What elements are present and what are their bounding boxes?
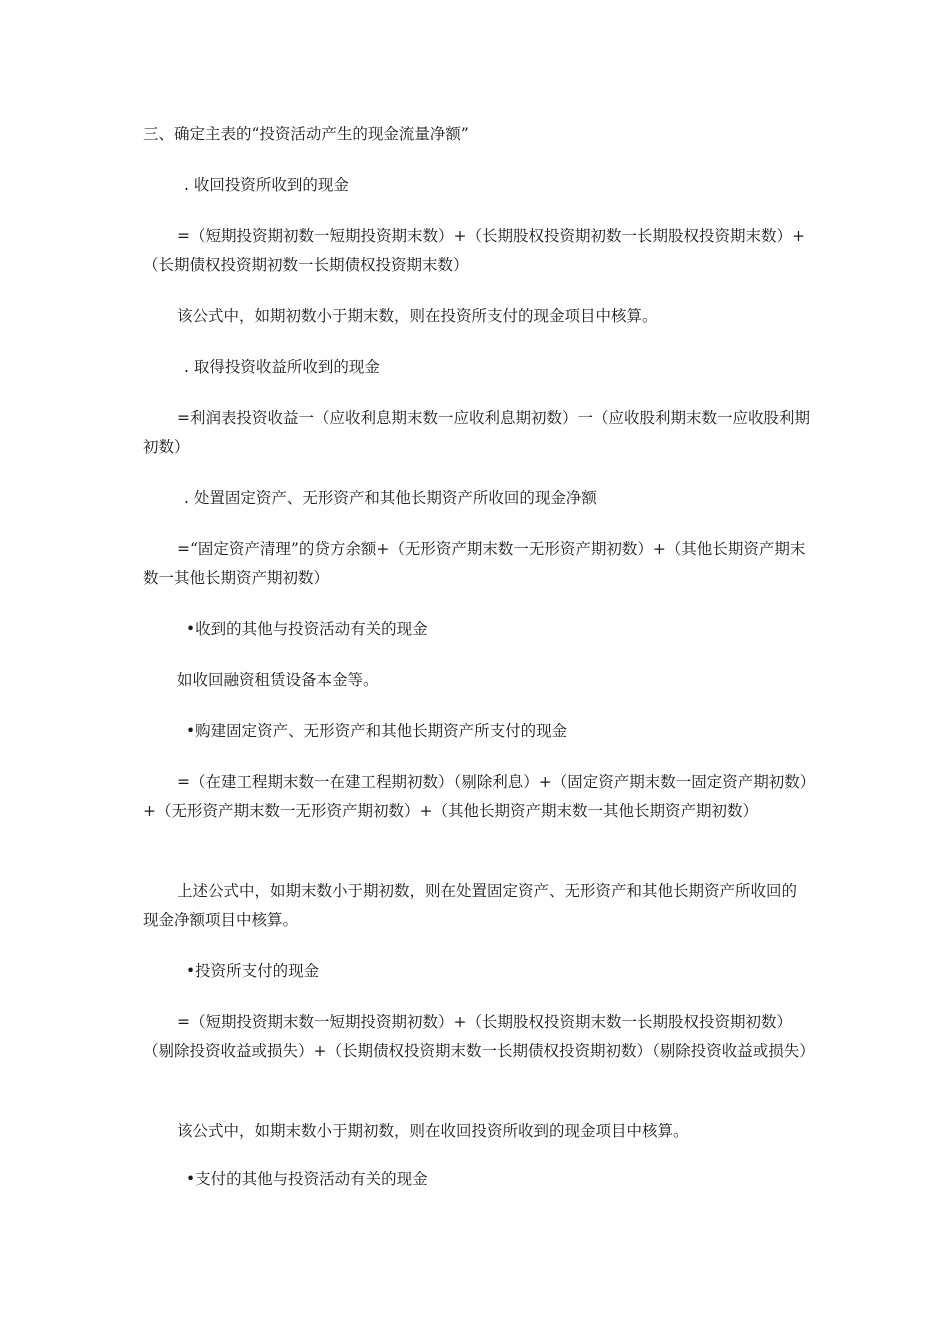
section-heading: 三、确定主表的“投资活动产生的现金流量净额” xyxy=(143,125,469,143)
subheading-recover-investment-cash: . 收回投资所收到的现金 xyxy=(184,176,349,194)
note-recover-investment-cash: 该公式中，如期初数小于期末数，则在投资所支付的现金项目中核算。 xyxy=(177,307,658,325)
formula-disposal-fixed-assets-cash: =“固定资产清理”的贷方余额+（无形资产期末数一无形资产期初数）+（其他长期资产期末数一其他长期资产期初数） xyxy=(143,540,806,587)
bullet-investment-cash-paid: •投资所支付的现金 xyxy=(186,962,320,980)
formula-purchase-fixed-assets-cash: =（在建工程期末数一在建工程期初数）（剔除利息）+（固定资产期末数一固定资产期初数）+（无形资产期末数一无形资产期初数）+（其他长期资产期末数一其他长期资产期初数） xyxy=(143,773,808,820)
formula-investment-income-cash: =利润表投资收益一（应收利息期末数一应收利息期初数）一（应收股利期末数一应收股利期初数） xyxy=(143,409,810,456)
formula-recover-investment-cash: =（短期投资期初数一短期投资期末数）+（长期股权投资期初数一长期股权投资期末数）+（长期债权投资期初数一长期债权投资期末数） xyxy=(143,227,805,274)
bullet-purchase-fixed-assets-cash: •购建固定资产、无形资产和其他长期资产所支付的现金 xyxy=(186,722,568,740)
bullet-other-investing-cash-paid: •支付的其他与投资活动有关的现金 xyxy=(186,1170,428,1188)
formula-investment-cash-paid: =（短期投资期末数一短期投资期初数）+（长期股权投资期末数一长期股权投资期初数）（剔除投资收益或损失）+（长期债权投资期末数一长期债权投资期初数）（剔除投资收益或损失） xyxy=(143,1013,815,1060)
subheading-investment-income-cash: . 取得投资收益所收到的现金 xyxy=(184,358,380,376)
note-investment-cash-paid: 该公式中，如期末数小于期初数，则在收回投资所收到的现金项目中核算。 xyxy=(177,1122,689,1140)
note-other-investing-cash-received: 如收回融资租赁设备本金等。 xyxy=(177,671,379,689)
note-purchase-fixed-assets-cash: 上述公式中，如期末数小于期初数，则在处置固定资产、无形资产和其他长期资产所收回的现金净额项目中核算。 xyxy=(143,882,798,929)
subheading-disposal-fixed-assets-cash: . 处置固定资产、无形资产和其他长期资产所收回的现金净额 xyxy=(184,489,597,507)
bullet-other-investing-cash-received: •收到的其他与投资活动有关的现金 xyxy=(186,620,428,638)
